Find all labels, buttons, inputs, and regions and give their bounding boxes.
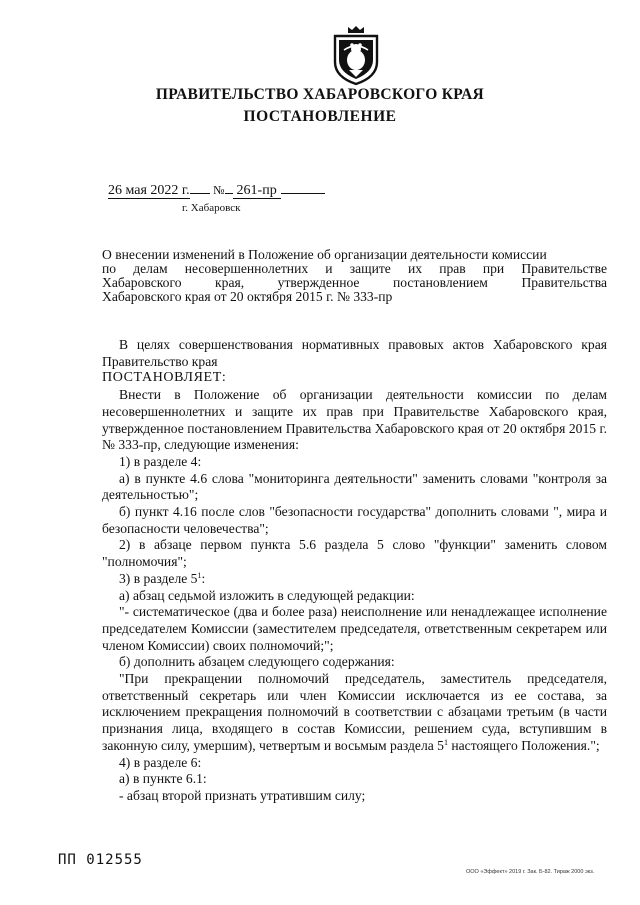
khabarovsk-coat-of-arms-icon bbox=[329, 22, 383, 86]
decree-word: ПОСТАНОВЛЯЕТ: bbox=[102, 370, 227, 386]
paragraph: "- систематическое (два и более раза) неисполнение или ненадлежащее исполнение председателем Комиссии (заместителем председателя, ответственным секретарем или членом Комиссии) своих полномочий;"; bbox=[102, 604, 607, 653]
paragraph-end: : bbox=[201, 570, 206, 586]
paragraph: 2) в абзаце первом пункта 5.6 раздела 5 слово "функции" заменить словом "полномочия"; bbox=[102, 537, 607, 570]
paragraph: б) дополнить абзацем следующего содержания: bbox=[119, 654, 395, 670]
print-imprint: ООО «Эффект» 2019 г. Зак. Б-82. Тираж 2000 экз. bbox=[466, 869, 595, 875]
paragraph: 1) в разделе 4: bbox=[119, 453, 202, 469]
paragraph: б) пункт 4.16 после слов "безопасности государства" дополнить словами ", мира и безопасности человечества"; bbox=[102, 504, 607, 536]
paragraph: а) абзац седьмой изложить в следующей редакции: bbox=[119, 587, 415, 603]
serial-number: ПП 012555 bbox=[58, 852, 143, 868]
paragraph-end: настоящего Положения."; bbox=[447, 737, 600, 753]
paragraph: 4) в разделе 6: bbox=[119, 754, 202, 770]
preamble: В целях совершенствования нормативных правовых актов Хабаровского края Правительство края bbox=[102, 337, 607, 369]
decree-number: 261-пр bbox=[233, 183, 281, 199]
number-sign: № bbox=[213, 183, 225, 197]
paragraph bbox=[102, 671, 607, 755]
superscript: 1 bbox=[197, 570, 202, 580]
paragraph-text: "При прекращении полномочий председатель, заместитель председателя, ответственный секретарь или член Комиссии исключается из ее состава, за исключением прекращения полномочий в соответствии с абзацами третьим (в части признания лица, входящего в состав Комиссии, решением суда, вступившим в законную силу, умершим), четвертым и восьмым раздела 5 bbox=[102, 671, 607, 753]
subject-line: по делам несовершеннолетних и защите их прав при Правительстве bbox=[102, 261, 607, 276]
city-name: г. Хабаровск bbox=[182, 202, 241, 214]
government-name: ПРАВИТЕЛЬСТВО ХАБАРОВСКОГО КРАЯ bbox=[155, 86, 485, 103]
decree-date: 26 мая 2022 г. bbox=[108, 183, 190, 198]
paragraph: а) в пункте 6.1: bbox=[119, 771, 207, 787]
date-number-line bbox=[108, 183, 325, 199]
paragraph-text: 3) в разделе 5 bbox=[119, 570, 198, 586]
subject-line: О внесении изменений в Положение об организации деятельности комиссии bbox=[102, 247, 547, 262]
document-subject bbox=[102, 248, 607, 304]
paragraph: а) в пункте 4.6 слова "мониторинга деятельности" заменить словами "контроля за деятельностью"; bbox=[102, 470, 607, 503]
paragraph: Внести в Положение об организации деятельности комиссии по делам несовершеннолетних и защите их прав при Правительстве Хабаровского края, утвержденное постановлением Правительства Хабаровского края от 20 октября 2015 г. № 333-пр, следующие изменения: bbox=[102, 387, 607, 453]
paragraph bbox=[102, 571, 607, 588]
paragraph: - абзац второй признать утратившим силу; bbox=[119, 787, 366, 803]
superscript: 1 bbox=[443, 737, 448, 747]
subject-line: Хабаровского края, утвержденное постановлением Правительства bbox=[102, 275, 607, 290]
subject-line: Хабаровского края от 20 октября 2015 г. № 333-пр bbox=[102, 289, 393, 304]
document-body bbox=[102, 337, 607, 805]
document-type: ПОСТАНОВЛЕНИЕ bbox=[243, 108, 397, 125]
